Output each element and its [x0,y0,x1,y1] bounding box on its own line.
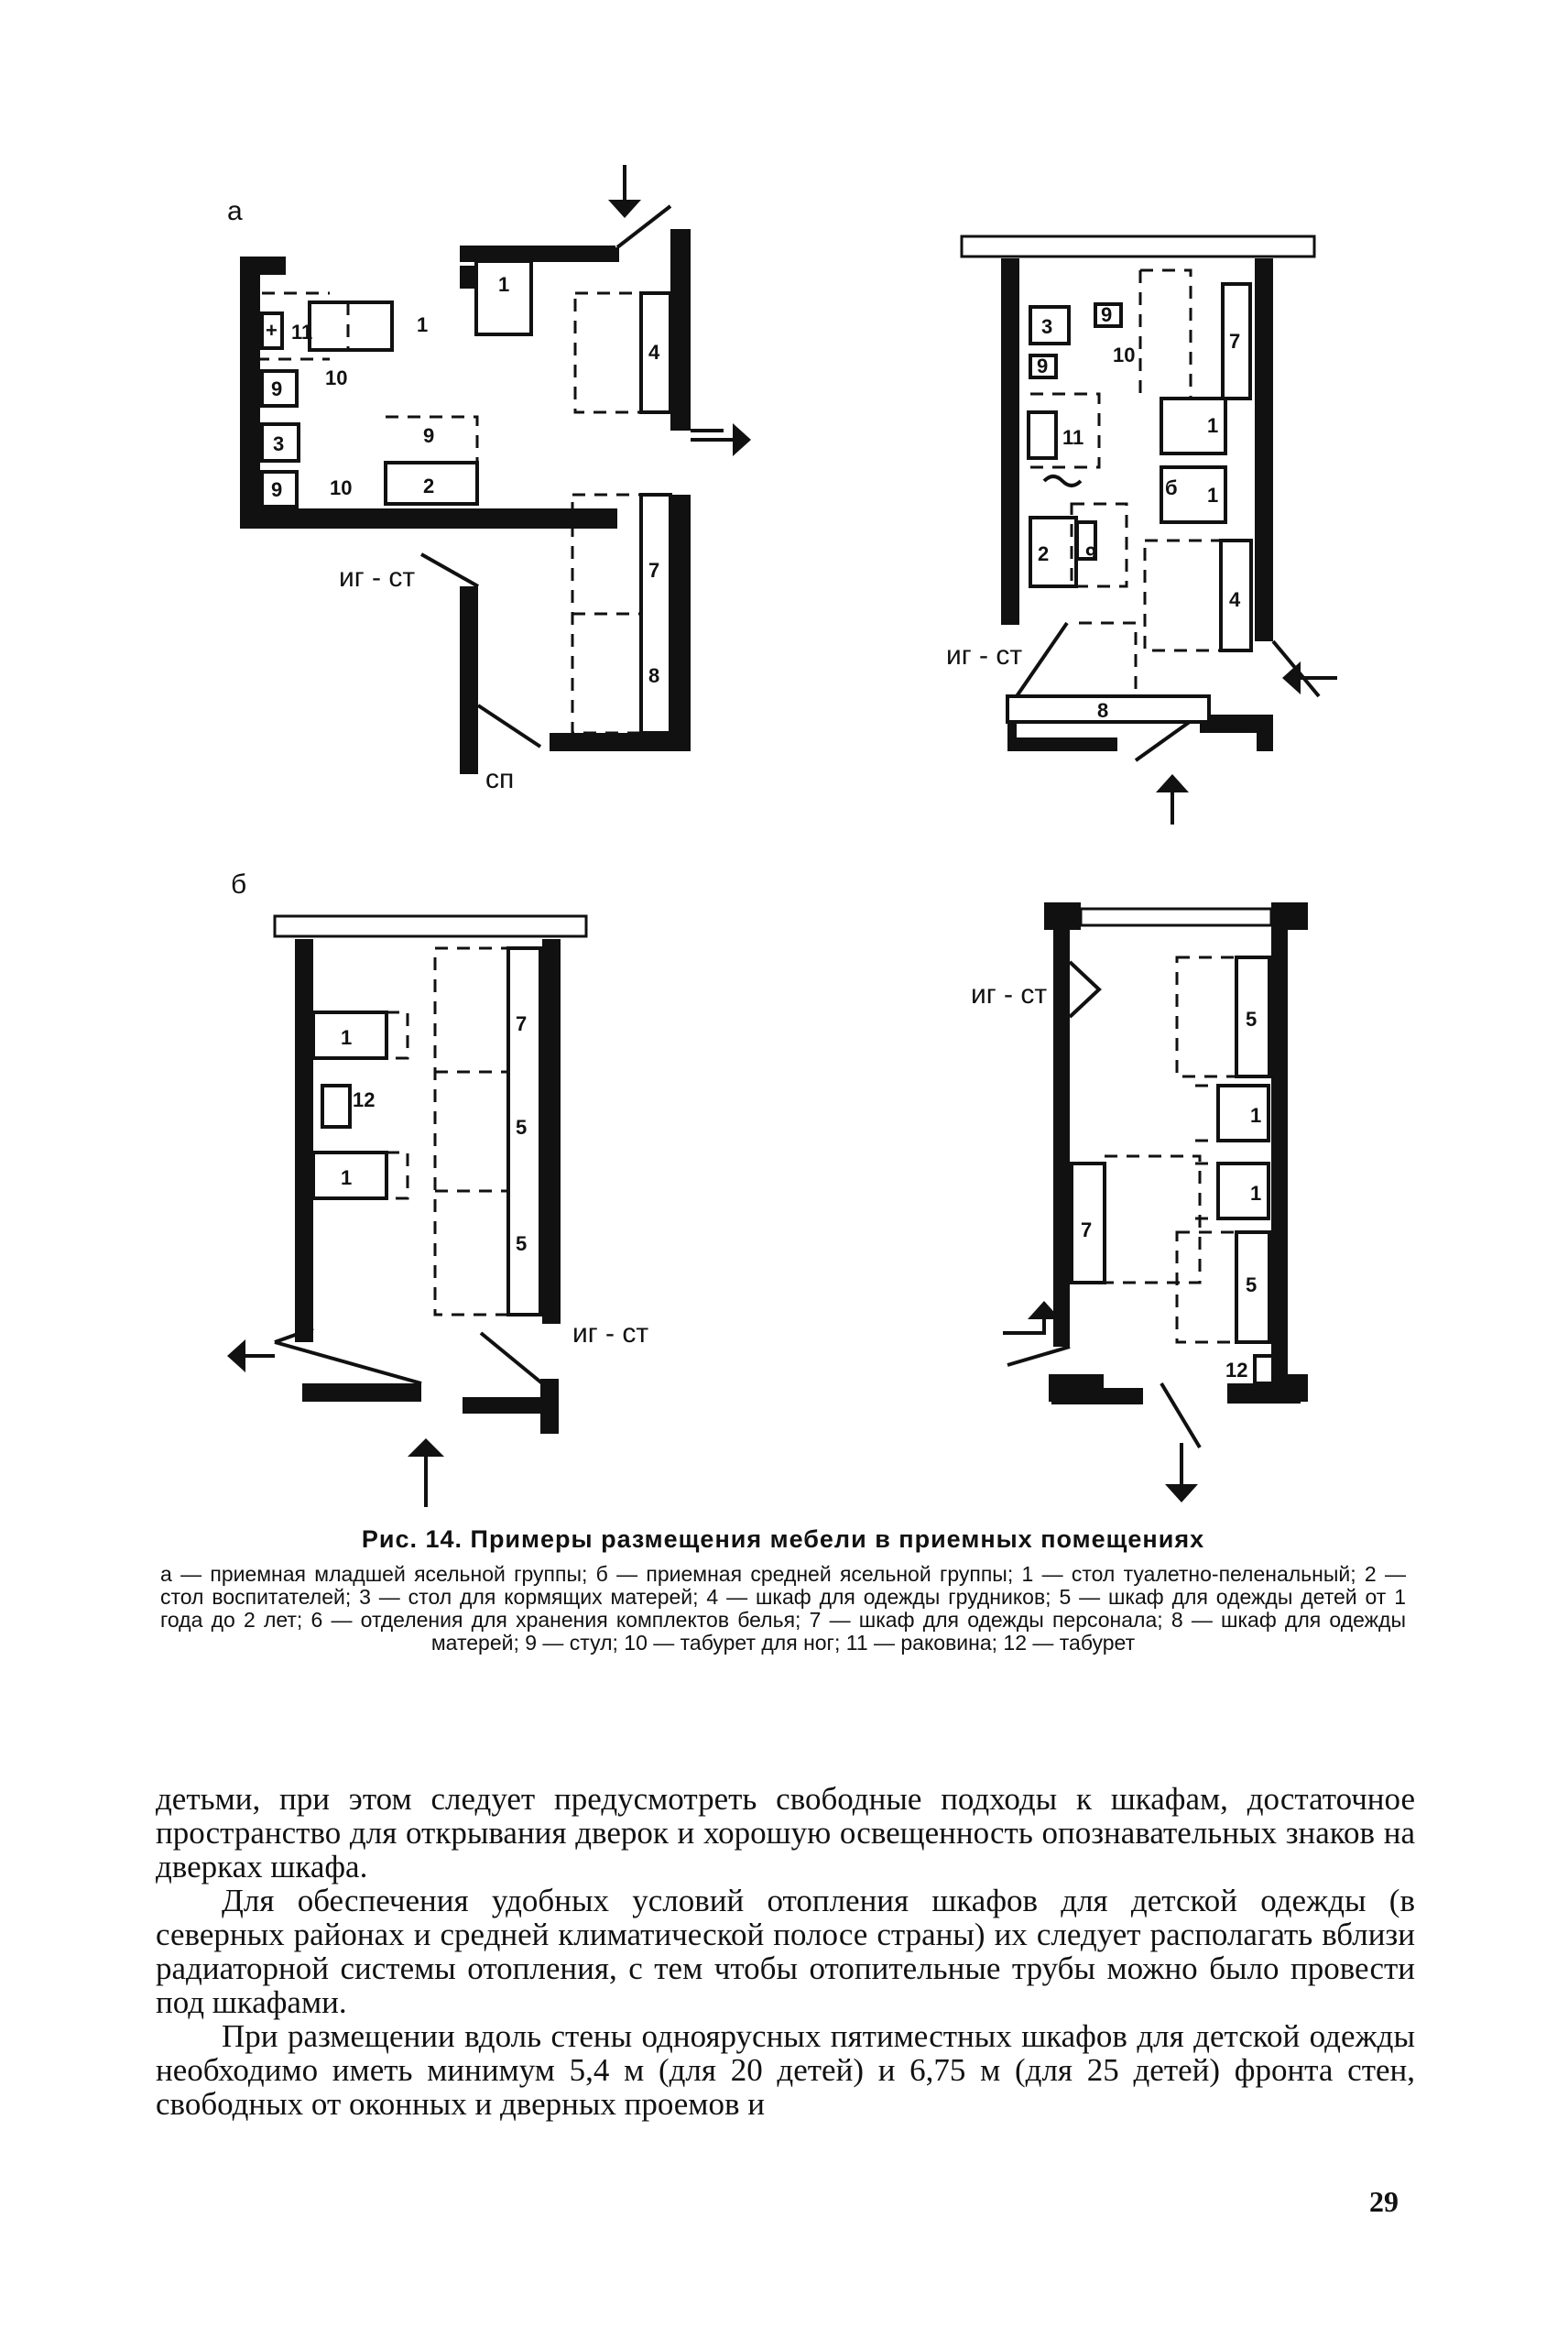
b1-num-1b: 1 [341,1166,353,1189]
a2-num-9c: 9 [1085,542,1097,565]
panel-label-a: а [227,196,243,226]
b1-ig-st-label: иг - ст [572,1318,649,1349]
plan-b2 [971,902,1308,1502]
plan-a2 [946,236,1337,825]
a2-num-8: 8 [1097,699,1109,722]
a1-num-2: 2 [423,475,435,497]
plan-b1 [227,916,648,1507]
figure-caption [160,1525,1406,1655]
a2-num-11: 11 [1062,426,1084,449]
b2-num-7: 7 [1081,1218,1093,1241]
b2-ig-st-label: иг - ст [971,979,1048,1010]
b2-num-1b: 1 [1250,1182,1262,1205]
b1-num-1a: 1 [341,1026,353,1049]
b2-num-5b: 5 [1246,1273,1258,1296]
a1-sp-label: сп [485,764,515,794]
a2-num-2: 2 [1038,542,1050,565]
body-text [156,1782,1415,2121]
a2-num-7: 7 [1229,330,1241,353]
a1-num-1a: 1 [417,313,429,336]
b1-num-12: 12 [353,1088,376,1111]
b2-num-5a: 5 [1246,1008,1258,1031]
a1-num-10b: 10 [330,476,353,499]
a1-num-9c: 9 [423,424,435,447]
plan-a1 [240,165,751,794]
a2-num-10: 10 [1113,344,1136,366]
paragraph-1: детьми, при этом следует предусмотреть свободные подходы к шкафам, достаточное пространство для открывания дверок и хорошую освещенность опознавательных знаков на дверках шкафа. [156,1781,1415,1885]
a1-num-7: 7 [648,559,660,582]
paragraph-3: При размещении вдоль стены одноярусных пятиместных шкафов для детской одежды необходимо иметь минимум 5,4 м (для 20 детей) и 6,75 м (для 25 детей) фронта стен, свободных от оконных и дверных проемов и [156,2018,1415,2122]
a2-num-3: 3 [1041,315,1053,338]
b1-num-7: 7 [516,1012,528,1035]
b1-num-5b: 5 [516,1232,528,1255]
a1-num-3: 3 [273,432,285,455]
panel-label-b: б [231,869,247,900]
a1-num-9a: 9 [271,377,283,400]
a1-num-4: 4 [648,341,660,364]
paragraph-2: Для обеспечения удобных условий отопления шкафов для детской одежды (в северных районах и средней климатической полосе страны) их следует располагать вблизи радиаторной системы отопления, с тем чтобы отопительные трубы можно было провести под шкафами. [156,1883,1415,2020]
a2-num-6: б [1165,476,1178,499]
a2-num-1a: 1 [1207,414,1219,437]
a1-num-9b: 9 [271,478,283,501]
a2-ig-st-label: иг - ст [946,640,1023,671]
a2-num-4: 4 [1229,588,1241,611]
a2-num-9a: 9 [1101,303,1113,326]
b1-num-5a: 5 [516,1116,528,1139]
a1-ig-st-label: иг - ст [339,563,416,593]
svg-text:+: + [266,319,278,342]
caption-title: Рис. 14. Примеры размещения мебели в приемных помещениях [361,1525,1205,1553]
a2-num-1b: 1 [1207,484,1219,507]
a1-num-10a: 10 [325,366,348,389]
b2-num-1a: 1 [1250,1104,1262,1127]
page-number: 29 [1369,2185,1399,2218]
a2-num-9b: 9 [1037,355,1049,377]
a1-num-1b: 1 [498,273,510,296]
caption-legend: а — приемная младшей ясельной группы; б — приемная средней ясельной группы; 1 — стол туалетно-пеленальный; 2 — стол воспитателей; 3 — стол для кормящих матерей; 4 — шкаф для одежды грудников; 5 — шкаф для одежды детей от 1 года до 2 лет; 6 — отделения для хранения комплектов белья; 7 — шкаф для одежды персонала; 8 — шкаф для одежды матерей; 9 — стул; 10 — табурет для ног; 11 — раковина; 12 — табурет [160,1562,1406,1655]
a1-num-8: 8 [648,664,660,687]
b2-num-12: 12 [1225,1359,1248,1382]
a1-num-11: 11 [291,321,313,344]
